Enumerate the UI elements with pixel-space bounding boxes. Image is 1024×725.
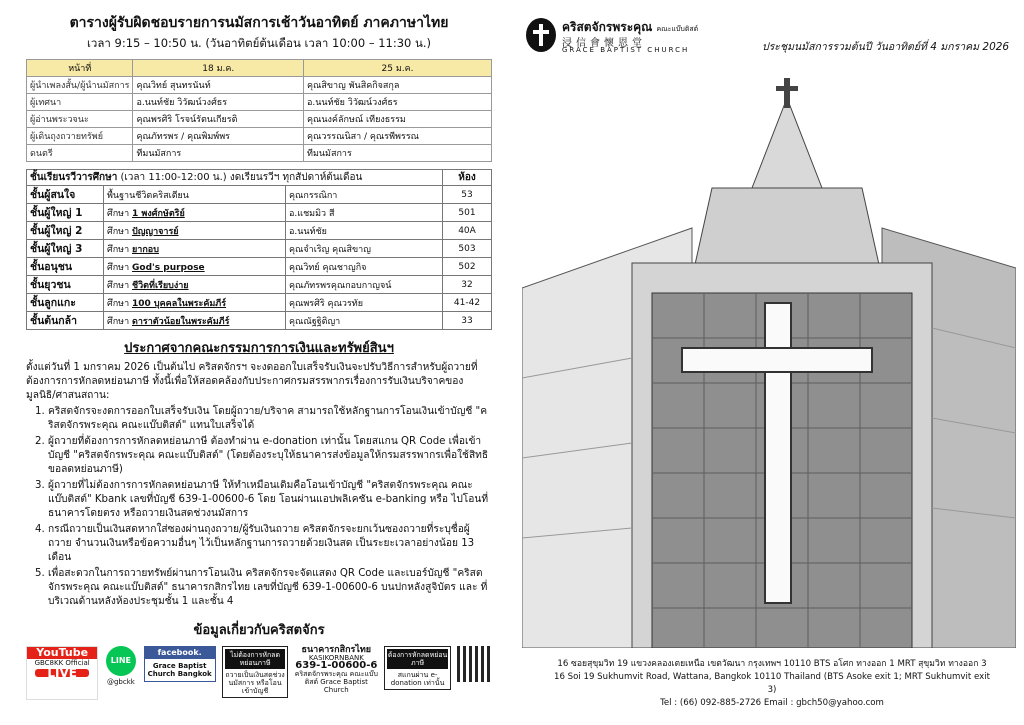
no-tax-box xyxy=(222,646,289,698)
class-course-topic: 100 บุคคลในพระคัมภีร์ xyxy=(132,298,227,309)
table-row xyxy=(27,240,492,258)
class-header-title: ชั้นเรียนรวีวารศึกษา xyxy=(30,172,118,183)
church-address xyxy=(552,658,992,710)
tax-title: ต้องการหักลดหย่อนภาษี xyxy=(387,651,448,667)
class-course-text: ศึกษา xyxy=(107,208,133,219)
class-room: 502 xyxy=(443,258,492,276)
right-page xyxy=(522,8,1016,718)
class-course xyxy=(104,240,286,258)
duty-header-row xyxy=(27,60,492,77)
class-room: 33 xyxy=(443,312,492,330)
contact-info: Tel : (66) 092-885-2726 Email : gbch50@yahoo.com xyxy=(660,698,884,708)
class-course xyxy=(104,312,286,330)
table-row xyxy=(27,186,492,204)
duty-person: ทีมนมัสการ xyxy=(133,145,304,162)
church-name-cn: 浸信會懷恩堂 xyxy=(562,38,646,49)
class-course xyxy=(104,222,286,240)
table-row xyxy=(27,312,492,330)
class-teacher: คุณภัทรพรคุณกอบกาญจน์ xyxy=(286,276,443,294)
duty-header-role: หน้าที่ xyxy=(27,60,133,77)
class-teacher: คุณณัฐฐิติญา xyxy=(286,312,443,330)
class-course-text: ศึกษา xyxy=(107,298,133,309)
class-course xyxy=(104,258,286,276)
no-tax-text: ถวายเป็นเงินสดช่วงนมัสการ หรือโอนเข้าบัญชี xyxy=(225,671,285,695)
duty-header-date1: 18 ม.ค. xyxy=(133,60,304,77)
qr-code-icon[interactable] xyxy=(457,646,492,682)
duty-person: คุณวรรณนิสา / คุณรพีพรรณ xyxy=(304,128,492,145)
class-course-topic: 1 พงศ์กษัตริย์ xyxy=(132,208,185,219)
class-course-topic: ชีวิตที่เรียบง่าย xyxy=(132,280,189,291)
facebook-icon: facebook. xyxy=(145,647,215,659)
class-course xyxy=(104,276,286,294)
class-level: ชั้นยุวชน xyxy=(27,276,104,294)
bank-name-en: KASIKORNBANK xyxy=(308,654,364,662)
left-page xyxy=(26,8,492,718)
list-item: 1. คริสตจักรจะงดการออกใบเสร็จรับเงิน โดยผู้ถวาย/บริจาค สามารถใช้หลักฐานการโอนเงินเข้าบัญชี "คริสตจักรพระคุณ คณะแบ๊บติสต์" แทนใบเสร็จได้ xyxy=(48,405,492,433)
class-header-row xyxy=(27,170,492,186)
class-level: ชั้นผู้สนใจ xyxy=(27,186,104,204)
class-course-text: ศึกษา xyxy=(107,280,133,291)
class-level: ชั้นลูกแกะ xyxy=(27,294,104,312)
class-level: ชั้นผู้ใหญ่ 2 xyxy=(27,222,104,240)
info-title: ข้อมูลเกี่ยวกับคริสตจักร xyxy=(193,623,325,638)
class-room: 32 xyxy=(443,276,492,294)
class-room: 53 xyxy=(443,186,492,204)
duty-person: คุณพรศิริ โรจน์รัตนเกียรติ xyxy=(133,111,304,128)
table-row xyxy=(27,94,492,111)
class-course xyxy=(104,204,286,222)
duty-person: ทีมนมัสการ xyxy=(304,145,492,162)
duty-person: คุณวิทย์ สุนทรนันท์ xyxy=(133,77,304,94)
list-item: 2. ผู้ถวายที่ต้องการการหักลดหย่อนภาษี ต้องทำผ่าน e-donation เท่านั้น โดยสแกน QR Code เพื่อเข้าบัญชี "คริสตจักรพระคุณ คณะแบ๊บติสต์" (โดยต้องระบุให้ธนาคารส่งข้อมูลให้กรมสรรพากรเพื่อใช้สิทธิขอลดหย่อนภาษี) xyxy=(48,435,492,477)
table-row xyxy=(27,222,492,240)
duty-table xyxy=(26,59,492,162)
church-header xyxy=(522,8,1016,58)
table-row xyxy=(27,276,492,294)
duty-person: คุณภัทรพร / คุณพิมพ์พร xyxy=(133,128,304,145)
duty-role: ดนตรี xyxy=(27,145,133,162)
line-id: @gbckk xyxy=(106,678,135,686)
class-course-topic: ดาราตัวน้อยในพระคัมภีร์ xyxy=(132,316,230,327)
class-teacher: คุณกรรณิกา xyxy=(286,186,443,204)
meeting-title: ประชุมนมัสการรวมต้นปี วันอาทิตย์ที่ 4 มกราคม 2026 xyxy=(762,41,1010,53)
class-course xyxy=(104,294,286,312)
duty-role: ผู้เดินถุงถวายทรัพย์ xyxy=(27,128,133,145)
list-item: 5. เพื่อสะดวกในการถวายทรัพย์ผ่านการโอนเงิน คริสตจักรจะจัดแสดง QR Code และเบอร์บัญชี "คริสตจักรพระคุณ คณะแบ๊บติสต์" ธนาคารกสิกรไทย เลขที่บัญชี 639-1-00600-6 บนปกหลังสูจิบัตร และ ที่บริเวณด้านหลังห้องประชุมชั้น 1 และชั้น 4 xyxy=(48,567,492,609)
schedule-subtitle: เวลา 9:15 – 10:50 น. (วันอาทิตย์ต้นเดือน เวลา 10:00 – 11:30 น.) xyxy=(86,36,432,50)
facebook-badge[interactable] xyxy=(144,646,216,682)
no-tax-title: ไม่ต้องการหักลดหย่อนภาษี xyxy=(225,649,286,669)
class-header xyxy=(27,170,443,186)
class-level: ชั้นอนุชน xyxy=(27,258,104,276)
class-teacher: อ.นนท์ชัย xyxy=(286,222,443,240)
class-room: 41-42 xyxy=(443,294,492,312)
class-course-text: พื้นฐานชีวิตคริสเตียน xyxy=(107,190,189,201)
table-row xyxy=(27,258,492,276)
list-item: 3. ผู้ถวายที่ไม่ต้องการการหักลดหย่อนภาษี ให้ทำเหมือนเดิมคือโอนเข้าบัญชี "คริสตจักรพระคุณ คณะแบ๊บติสต์" Kbank เลขที่บัญชี 639-1-00600-6 โดย โอนผ่านแอปพลิเคชัน e-banking หรือ ไปโอนที่ธนาคารโดยตรง หรือถวายเงินสดช่วงนมัสการ xyxy=(48,479,492,521)
facebook-page-name: Grace Baptist Church Bangkok xyxy=(147,662,212,678)
info-badges xyxy=(26,646,492,702)
live-label: LIVE xyxy=(35,669,89,677)
class-teacher: คุณวิทย์ คุณชาญกิจ xyxy=(286,258,443,276)
notice-list xyxy=(26,405,492,609)
class-room: 503 xyxy=(443,240,492,258)
class-course-text: ศึกษา xyxy=(107,262,133,273)
class-course-text: ศึกษา xyxy=(107,226,133,237)
class-teacher: อ.แชมมิว สี xyxy=(286,204,443,222)
church-name-th-main: คริสตจักรพระคุณ xyxy=(562,20,653,34)
class-table xyxy=(26,169,492,330)
table-row xyxy=(27,294,492,312)
table-row xyxy=(27,145,492,162)
bank-name: ธนาคารกสิกรไทย xyxy=(301,645,372,655)
duty-person: คุณสิขาญ พันสิคกิจสกุล xyxy=(304,77,492,94)
class-teacher: คุณจำเริญ คุณสิขาญ xyxy=(286,240,443,258)
class-teacher: คุณพรศิริ คุณวรทัย xyxy=(286,294,443,312)
class-course-topic: God's purpose xyxy=(132,262,205,273)
church-name-th-small: คณะแบ๊บติสต์ xyxy=(656,25,699,33)
bank-holder: คริสตจักรพระคุณ คณะแบ๊บติสต์ Grace Baptist Church xyxy=(294,670,378,694)
class-course xyxy=(104,186,286,204)
class-course-text: ศึกษา xyxy=(107,316,133,327)
notice-intro: ตั้งแต่วันที่ 1 มกราคม 2026 เป็นต้นไป คริสตจักรฯ จะงดออกใบเสร็จรับเงินจะปรับวิธีการสำหรับผู้ถวายที่ต้องการการหักลดหย่อนภาษี ทั้งนี้เพื่อให้สอดคล้องกับประกาศกรมสรรพากรเรื่องการรับเงินบริจาคของมูลนิธิ/ศาสนสถาน: xyxy=(26,362,478,401)
bank-account: 639-1-00600-6 xyxy=(295,660,378,671)
duty-person: อ.นนท์ชัย วิวัฒน์วงศ์ธร xyxy=(304,94,492,111)
youtube-logo: YouTube xyxy=(27,647,97,659)
table-row xyxy=(27,111,492,128)
notice-title: ประกาศจากคณะกรรมการการเงินและทรัพย์สินฯ xyxy=(124,341,394,356)
address-th: 16 ซอยสุขุมวิท 19 แขวงคลองเตยเหนือ เขตวัฒนา กรุงเทพฯ 10110 BTS อโศก ทางออก 1 MRT สุขุมวิท ทางออก 3 xyxy=(557,659,987,669)
class-room: 501 xyxy=(443,204,492,222)
list-item: 4. กรณีถวายเป็นเงินสดหากใส่ซองผ่านถุงถวาย/ผู้รับเงินถวาย คริสตจักรจะยกเว้นซองถวายที่ระบุชื่อผู้ถวาย จำนวนเงินหรือข้อความอื่นๆ ไว้เป็นหลักฐานการถวายด้วยเงินสด เป็นระยะเวลาอย่างน้อย 13 เดือน xyxy=(48,523,492,565)
address-en: 16 Soi 19 Sukhumvit Road, Wattana, Bangkok 10110 Thailand (BTS Asoke exit 1; MRT Sukhumvit exit 3) xyxy=(554,672,990,695)
class-course-topic: ปัญญาจารย์ xyxy=(132,226,179,237)
youtube-badge[interactable] xyxy=(26,646,98,700)
table-row xyxy=(27,77,492,94)
church-name-en: GRACE BAPTIST CHURCH xyxy=(562,46,690,54)
class-header-time: (เวลา 11:00-12:00 น.) งดเรียนรวีฯ ทุกสัปดาห์ต้นเดือน xyxy=(117,172,363,183)
church-building-illustration xyxy=(522,78,1016,648)
table-row xyxy=(27,204,492,222)
table-row xyxy=(27,128,492,145)
tax-box xyxy=(384,646,451,690)
class-course-text: ศึกษา xyxy=(107,244,133,255)
class-room: 40A xyxy=(443,222,492,240)
duty-header-date2: 25 ม.ค. xyxy=(304,60,492,77)
duty-person: อ.นนท์ชัย วิวัฒน์วงศ์ธร xyxy=(133,94,304,111)
duty-role: ผู้นำเพลงสั้น/ผู้นำนมัสการ xyxy=(27,77,133,94)
tax-text: สแกนผ่าน e-donation เท่านั้น xyxy=(390,671,445,687)
schedule-title: ตารางผู้รับผิดชอบรายการนมัสการเช้าวันอาทิตย์ ภาคภาษาไทย xyxy=(69,15,449,31)
class-course-topic: ยากอบ xyxy=(132,244,159,255)
duty-role: ผู้เทศนา xyxy=(27,94,133,111)
line-badge[interactable] xyxy=(104,646,137,686)
duty-role: ผู้อ่านพระวจนะ xyxy=(27,111,133,128)
class-level: ชั้นต้นกล้า xyxy=(27,312,104,330)
bank-info xyxy=(294,646,378,694)
class-header-room: ห้อง xyxy=(443,170,492,186)
line-icon: LINE xyxy=(106,646,136,676)
class-level: ชั้นผู้ใหญ่ 3 xyxy=(27,240,104,258)
duty-person: คุณนงค์ลักษณ์ เทียงธรรม xyxy=(304,111,492,128)
class-level: ชั้นผู้ใหญ่ 1 xyxy=(27,204,104,222)
youtube-channel: GBC8KK Official xyxy=(34,659,90,667)
cross-logo-icon xyxy=(526,18,556,52)
